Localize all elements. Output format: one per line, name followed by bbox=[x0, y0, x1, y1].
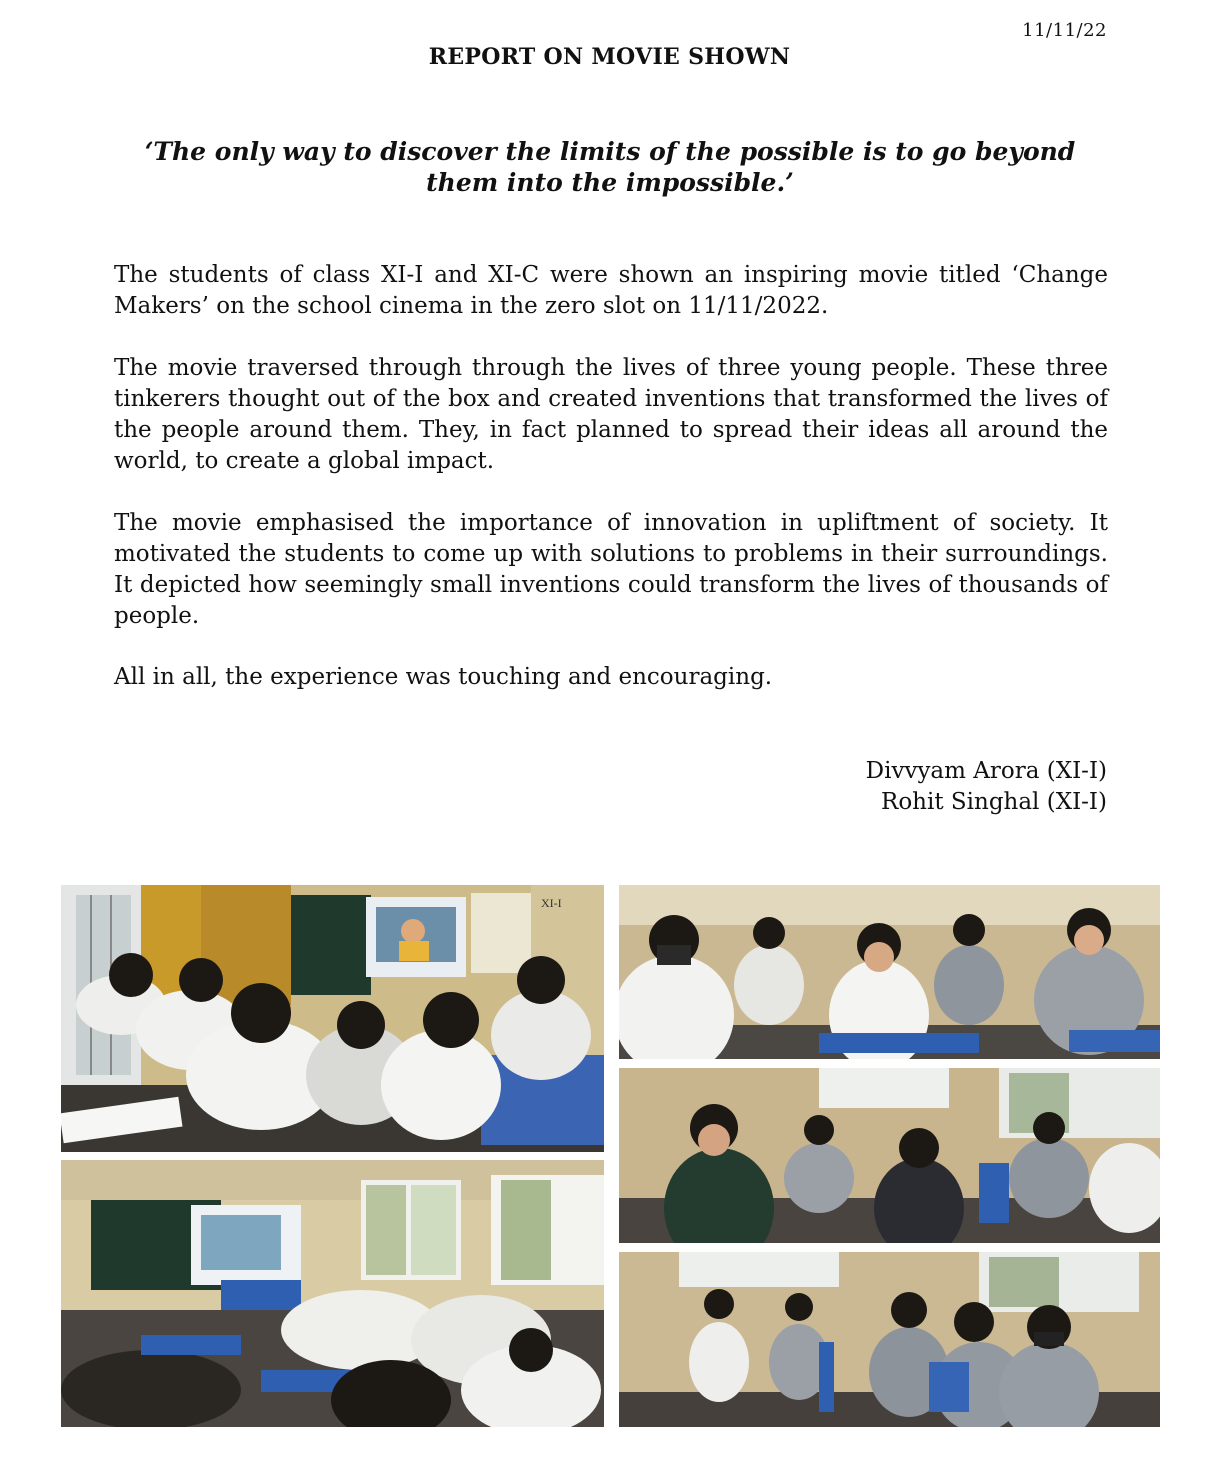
quote-line-1: ‘The only way to discover the limits of the possible is to go beyond bbox=[144, 137, 1076, 166]
author-name: Divvyam Arora (XI-I) bbox=[865, 758, 1107, 784]
date: 11/11/22 bbox=[1022, 20, 1107, 41]
classroom-photo-screen-view bbox=[61, 885, 604, 1152]
paragraph-intro: The students of class XI-I and XI-C were shown an inspiring movie titled ‘Change Makers’ on the school cinema in the zero slot on 11/11/2022. bbox=[114, 262, 1108, 319]
students-photo-window-side bbox=[619, 1068, 1160, 1243]
students-photo-front-row bbox=[619, 885, 1160, 1059]
paragraph-movie-summary: The movie traversed through through the lives of three young people. These three tinkerers thought out of the box and created inventions that transformed the lives of the people around them. They, in fact planned to spread their ideas all around the world, to create a global impact. bbox=[114, 355, 1108, 474]
paragraph-message: The movie emphasised the importance of innovation in upliftment of society. It motivated the students to come up with solutions to problems in their surroundings. It depicted how seemingly small inventions could transform the lives of thousands of people. bbox=[114, 510, 1108, 629]
paragraph-conclusion: All in all, the experience was touching and encouraging. bbox=[114, 664, 773, 690]
students-photo-back-rows bbox=[619, 1252, 1160, 1427]
author-name: Rohit Singhal (XI-I) bbox=[881, 789, 1107, 815]
quote bbox=[140, 136, 1080, 198]
quote-line-2: them into the impossible.’ bbox=[426, 168, 794, 197]
board-label: XI-I bbox=[541, 896, 562, 910]
report-title: REPORT ON MOVIE SHOWN bbox=[428, 44, 791, 70]
classroom-photo-windows-view bbox=[61, 1160, 604, 1427]
signature-block bbox=[866, 756, 1107, 818]
